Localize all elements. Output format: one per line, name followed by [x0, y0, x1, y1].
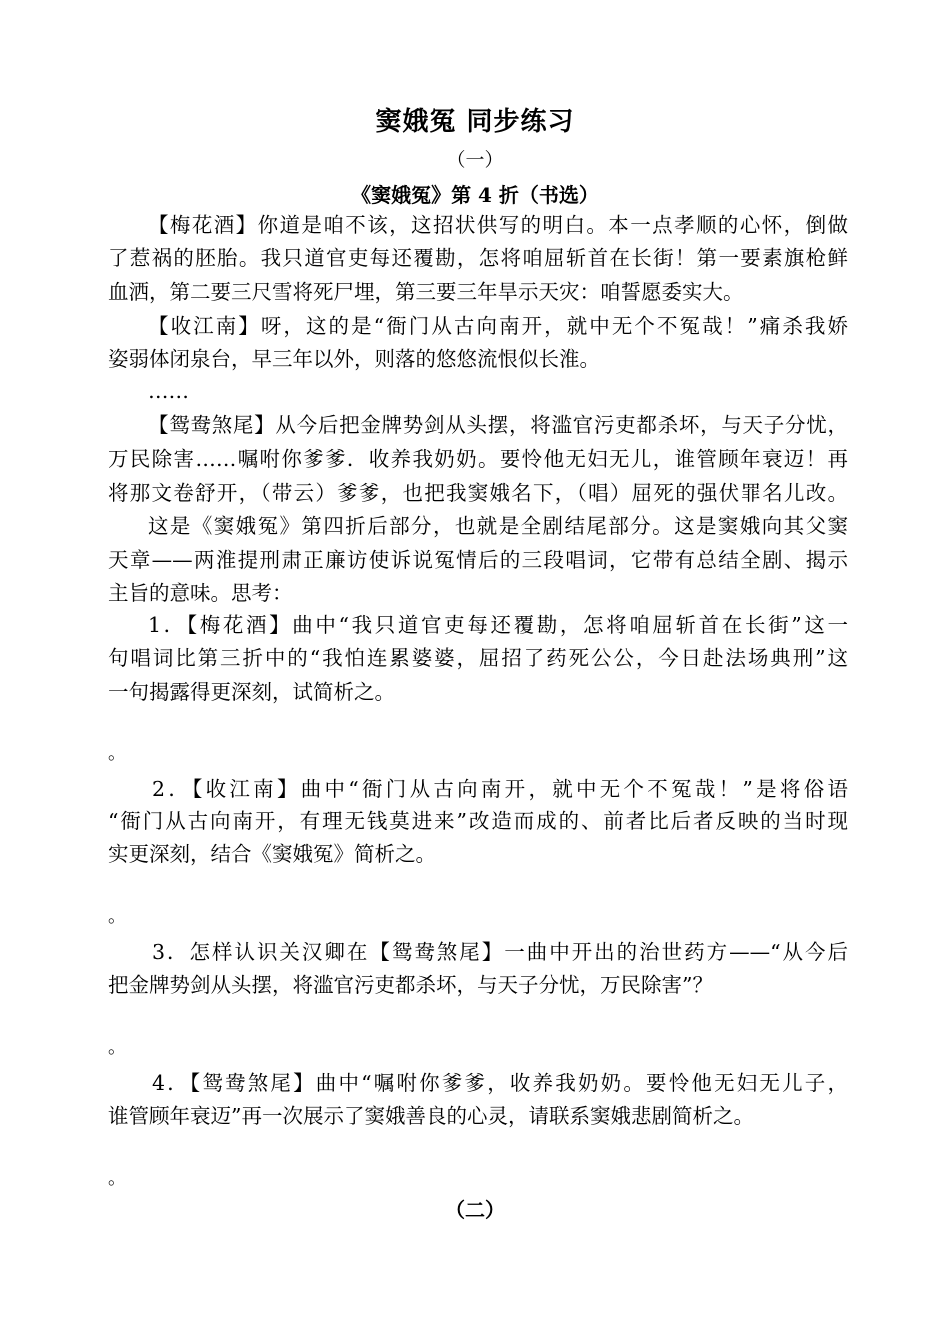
passage-line: 姿弱体闭泉台，早三年以外，则落的悠悠流恨似长淮。 [108, 347, 600, 371]
question-1-line: 一句揭露得更深刻，试简析之。 [108, 680, 395, 704]
question-3-line: 3．怎样认识关汉卿在【鸳鸯煞尾】一曲中开出的治世药方——“从今后 [152, 940, 848, 964]
question-1-line: 句唱词比第三折中的“我怕连累婆婆，屈招了药死公公，今日赴法场典刑”这 [108, 646, 848, 670]
passage-line: 万民除害……嘱咐你爹爹．收养我奶奶。要怜他无妇无儿，谁管顾年衰迈！再 [108, 447, 848, 471]
page-title: 窦娥冤 同步练习 [375, 107, 575, 137]
question-4-line: 谁管顾年衰迈”再一次展示了窦娥善良的心灵，请联系窦娥悲剧简析之。 [108, 1104, 754, 1128]
passage-line: 将那文卷舒开，（带云）爹爹，也把我窦娥名下，（唱）屈死的强伏罪名儿改。 [108, 481, 848, 505]
answer-space-1: 。 [108, 743, 126, 764]
question-2-line: 实更深刻，结合《窦娥冤》简析之。 [108, 842, 436, 866]
passage-line: 【梅花酒】你道是咱不该，这招状供写的明白。本一点孝顺的心怀，倒做 [148, 213, 848, 237]
question-2-line: “衙门从古向南开，有理无钱莫进来”改造而成的、前者比后者反映的当时现 [108, 809, 848, 833]
passage-line: 主旨的意味。思考： [108, 581, 293, 605]
passage-line: 【鸳鸯煞尾】从今后把金牌势剑从头摆，将滥官污吏都杀坏，与天子分忧， [148, 413, 848, 437]
passage-line: 血洒，第二要三尺雪将死尸埋，第三要三年旱示天灾：咱誓愿委实大。 [108, 280, 744, 304]
passage-line: 【收江南】呀，这的是“衙门从古向南开，就中无个不冤哉！”痛杀我娇 [148, 314, 848, 338]
answer-space-4: 。 [108, 1168, 126, 1189]
answer-space-3: 。 [108, 1037, 126, 1058]
passage-ellipsis: …… [148, 379, 189, 403]
answer-space-2: 。 [108, 906, 126, 927]
section-number-one: （一） [446, 149, 504, 171]
question-3-line: 把金牌势剑从头摆，将滥官污吏都杀坏，与天子分忧，万民除害”？ [108, 973, 713, 997]
passage-line: 了惹祸的胚胎。我只道官吏每还覆勘，怎将咱屈斩首在长街！第一要素旗枪鲜 [108, 246, 848, 270]
passage-line: 天章——两淮提刑肃正廉访使诉说冤情后的三段唱词，它带有总结全剧、揭示 [108, 548, 848, 572]
question-2-line: 2．【收江南】曲中“衙门从古向南开，就中无个不冤哉！”是将俗语 [152, 777, 848, 801]
excerpt-heading: 《窦娥冤》第 4 折（书选） [351, 183, 599, 207]
passage-line: 这是《窦娥冤》第四折后部分，也就是全剧结尾部分。这是窦娥向其父窦 [148, 514, 848, 538]
question-1-line: 1．【梅花酒】曲中“我只道官吏每还覆勘，怎将咱屈斩首在长街”这一 [148, 613, 848, 637]
section-number-two: （二） [445, 1198, 505, 1222]
question-4-line: 4．【鸳鸯煞尾】曲中“嘱咐你爹爹，收养我奶奶。要怜他无妇无儿子， [152, 1071, 848, 1095]
